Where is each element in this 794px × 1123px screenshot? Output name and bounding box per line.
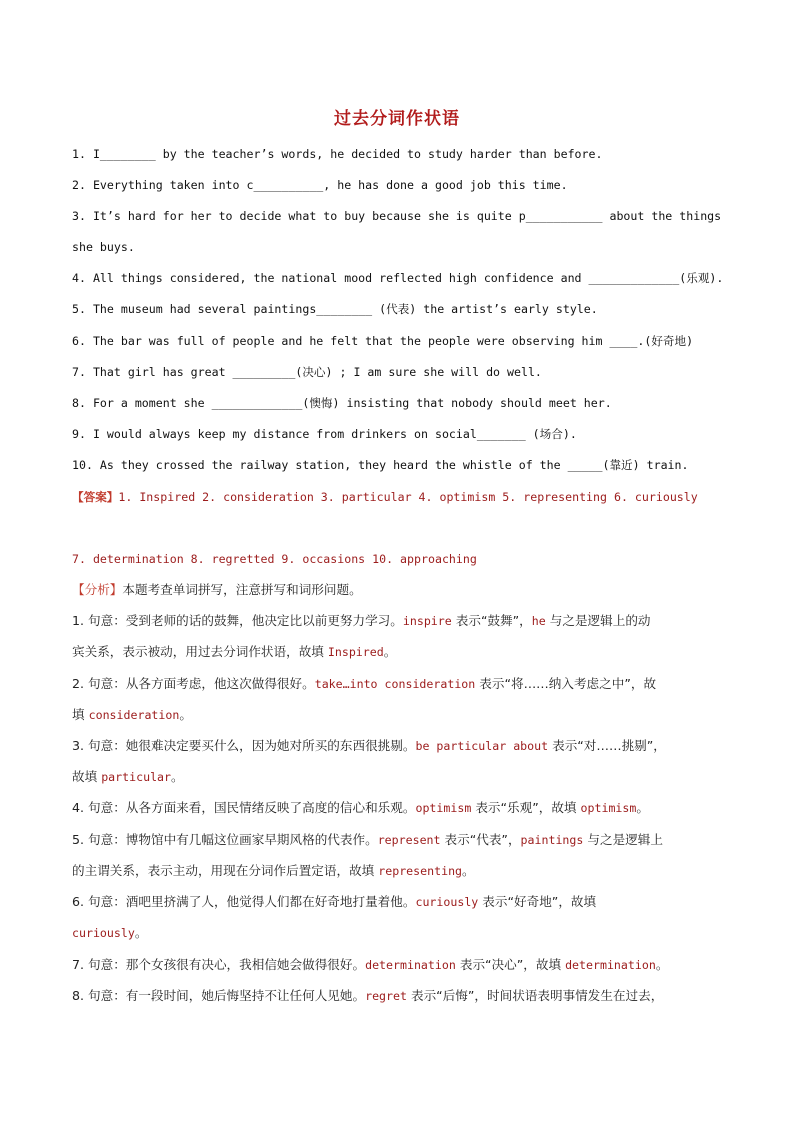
analysis-text: 5. 句意：博物馆中有几幅这位画家早期风格的代表作。 bbox=[72, 832, 378, 847]
analysis-line bbox=[72, 642, 724, 662]
analysis-text: 与之是逻辑上 bbox=[583, 832, 663, 847]
analysis-term: he bbox=[531, 614, 546, 628]
analysis-tag: 【分析】 bbox=[72, 582, 123, 597]
analysis-text: 。 bbox=[655, 957, 669, 972]
analysis-line bbox=[72, 736, 724, 756]
analysis-text: 填 bbox=[72, 707, 89, 722]
analysis-line bbox=[72, 986, 724, 1006]
analysis-text: 4. 句意：从各方面来看，国民情绪反映了高度的信心和乐观。 bbox=[72, 800, 416, 815]
analysis-text: 故填 bbox=[72, 769, 102, 784]
analysis-line bbox=[72, 767, 724, 787]
analysis-term: determination bbox=[565, 958, 656, 972]
analysis-text: 表示“乐观”，故填 bbox=[471, 800, 581, 815]
analysis-text: 表示“决心”，故填 bbox=[455, 957, 566, 972]
analysis-text: 表示“后悔”，时间状语表明事情发生在过去， bbox=[406, 988, 664, 1003]
analysis-line bbox=[72, 861, 724, 881]
analysis-term: optimism bbox=[415, 801, 472, 815]
question-7: 7. That girl has great _________(决心) ; I am sure she will do well. bbox=[72, 365, 542, 379]
analysis-text: 宾关系，表示被动，用过去分词作状语，故填 bbox=[72, 644, 328, 659]
analysis-line bbox=[72, 674, 724, 694]
analysis-term: particular bbox=[101, 770, 172, 784]
analysis-term: determination bbox=[365, 958, 456, 972]
analysis-text: 表示“对……挑剔”， bbox=[548, 738, 666, 753]
analysis-text: 。 bbox=[636, 800, 649, 815]
analysis-text: 8. 句意：有一段时间，她后悔坚持不让任何人见她。 bbox=[72, 988, 366, 1003]
analysis-text: 。 bbox=[462, 863, 475, 878]
question-1: 1. I________ by the teacher’s words, he decided to study harder than before. bbox=[72, 147, 603, 161]
analysis-line bbox=[72, 798, 724, 818]
analysis-text: 。 bbox=[179, 707, 192, 722]
analysis-term: represent bbox=[377, 833, 441, 847]
analysis-text: 表示“鼓舞”， bbox=[451, 613, 532, 628]
analysis-text: 3. 句意：她很难决定要买什么，因为她对所买的东西很挑剔。 bbox=[72, 738, 416, 753]
answer-line-2: 7. determination 8. regretted 9. occasions 10. approaching bbox=[72, 552, 477, 566]
analysis-line bbox=[72, 923, 724, 943]
analysis-text: 。 bbox=[383, 644, 397, 659]
analysis-intro: 本题考查单词拼写，注意拼写和词形问题。 bbox=[122, 582, 362, 597]
question-9: 9. I would always keep my distance from drinkers on social_______ (场合). bbox=[72, 427, 577, 441]
analysis-term: consideration bbox=[88, 708, 180, 722]
analysis-line bbox=[72, 830, 724, 850]
analysis-term: Inspired bbox=[327, 645, 384, 659]
analysis-term: optimism bbox=[580, 801, 637, 815]
answer-tag: 【答案】 bbox=[72, 490, 119, 504]
analysis-term: curiously bbox=[72, 926, 135, 940]
analysis-text: 7. 句意：那个女孩很有决心，我相信她会做得很好。 bbox=[72, 957, 366, 972]
analysis-line bbox=[72, 611, 724, 631]
analysis-text: 表示“代表”， bbox=[440, 832, 521, 847]
analysis-line bbox=[72, 955, 724, 975]
question-3-cont: she buys. bbox=[72, 240, 135, 254]
analysis-text: 。 bbox=[134, 925, 148, 940]
analysis-text: 表示“将……纳入考虑之中”，故 bbox=[475, 676, 657, 691]
analysis-term: representing bbox=[378, 864, 463, 878]
analysis-term: curiously bbox=[415, 895, 479, 909]
question-4: 4. All things considered, the national mood reflected high confidence and _____________(乐观). bbox=[72, 271, 724, 285]
analysis-term: paintings bbox=[520, 833, 584, 847]
question-10: 10. As they crossed the railway station, they heard the whistle of the _____(靠近) train. bbox=[72, 458, 689, 472]
analysis-text: 2. 句意：从各方面考虑，他这次做得很好。 bbox=[72, 676, 315, 691]
answer-text-1: 1. Inspired 2. consideration 3. particular 4. optimism 5. representing 6. curiously bbox=[118, 490, 698, 504]
question-6: 6. The bar was full of people and he felt that the people were observing him ____.(好奇地) bbox=[72, 334, 694, 348]
question-5: 5. The museum had several paintings________ (代表) the artist’s early style. bbox=[72, 302, 598, 316]
analysis-text: 表示“好奇地”，故填 bbox=[478, 894, 597, 909]
analysis-text: 与之是逻辑上的动 bbox=[545, 613, 651, 628]
analysis-text: 的主谓关系，表示主动，用现在分词作后置定语，故填 bbox=[72, 863, 379, 878]
question-3: 3. It’s hard for her to decide what to buy because she is quite p___________ about the things bbox=[72, 209, 722, 223]
analysis-line bbox=[72, 705, 724, 725]
analysis-term: inspire bbox=[402, 614, 452, 628]
analysis-text: 1. 句意：受到老师的话的鼓舞，他决定比以前更努力学习。 bbox=[72, 613, 403, 628]
analysis-text: 6. 句意：酒吧里挤满了人，他觉得人们都在好奇地打量着他。 bbox=[72, 894, 416, 909]
analysis-heading bbox=[72, 580, 724, 600]
analysis-term: take…into consideration bbox=[314, 677, 476, 691]
answer-line-1 bbox=[72, 487, 732, 507]
question-2: 2. Everything taken into c__________, he has done a good job this time. bbox=[72, 178, 568, 192]
analysis-text: 。 bbox=[171, 769, 184, 784]
analysis-line bbox=[72, 892, 724, 912]
analysis-term: regret bbox=[365, 989, 407, 1003]
page-title: 过去分词作状语 bbox=[334, 109, 460, 129]
analysis-term: be particular about bbox=[415, 739, 549, 753]
question-8: 8. For a moment she _____________(懊悔) insisting that nobody should meet her. bbox=[72, 396, 612, 410]
